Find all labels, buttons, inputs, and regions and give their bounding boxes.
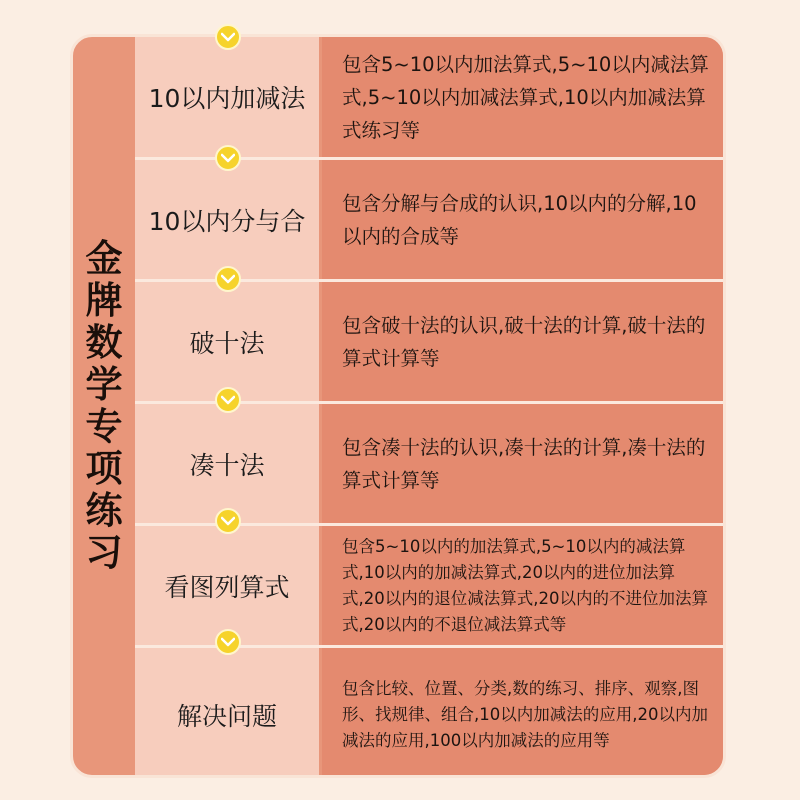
category-cell: 10以内加减法 (135, 37, 319, 157)
check-badge-icon (215, 24, 241, 50)
title-char: 金 (85, 237, 123, 280)
description-cell: 包含比较、位置、分类,数的练习、排序、观察,图形、找规律、组合,10以内加减法的应用,20以内加减法的应用,100以内加减法的应用等 (322, 648, 723, 778)
vertical-title (73, 37, 135, 775)
description-cell: 包含凑十法的认识,凑十法的计算,凑十法的算式计算等 (322, 404, 723, 523)
category-cell: 解决问题 (135, 648, 319, 778)
title-char: 数 (85, 321, 123, 364)
description-cell: 包含分解与合成的认识,10以内的分解,10以内的合成等 (322, 160, 723, 279)
table-row (135, 526, 723, 645)
check-badge-icon (215, 508, 241, 534)
title-char: 学 (85, 363, 123, 406)
category-cell: 凑十法 (135, 404, 319, 523)
category-cell: 10以内分与合 (135, 160, 319, 279)
title-char: 牌 (85, 279, 123, 322)
table-row (135, 648, 723, 778)
table-row (135, 160, 723, 279)
check-badge-icon (215, 629, 241, 655)
check-badge-icon (215, 387, 241, 413)
description-cell: 包含5~10以内加法算式,5~10以内减法算式,5~10以内加减法算式,10以内加减法算式练习等 (322, 37, 723, 157)
description-cell: 包含5~10以内的加法算式,5~10以内的减法算式,10以内的加减法算式,20以内的进位加法算式,20以内的退位减法算式,20以内的不进位加法算式,20以内的不退位减法算式等 (322, 526, 723, 645)
table-row (135, 282, 723, 401)
check-badge-icon (215, 266, 241, 292)
category-cell: 破十法 (135, 282, 319, 401)
title-char: 专 (85, 405, 123, 448)
title-char: 习 (85, 531, 123, 574)
table-row (135, 37, 723, 157)
check-badge-icon (215, 145, 241, 171)
title-char: 项 (85, 447, 123, 490)
table-row (135, 404, 723, 523)
description-cell: 包含破十法的认识,破十法的计算,破十法的算式计算等 (322, 282, 723, 401)
title-char: 练 (85, 489, 123, 532)
category-cell: 看图列算式 (135, 526, 319, 645)
practice-card (70, 34, 726, 778)
